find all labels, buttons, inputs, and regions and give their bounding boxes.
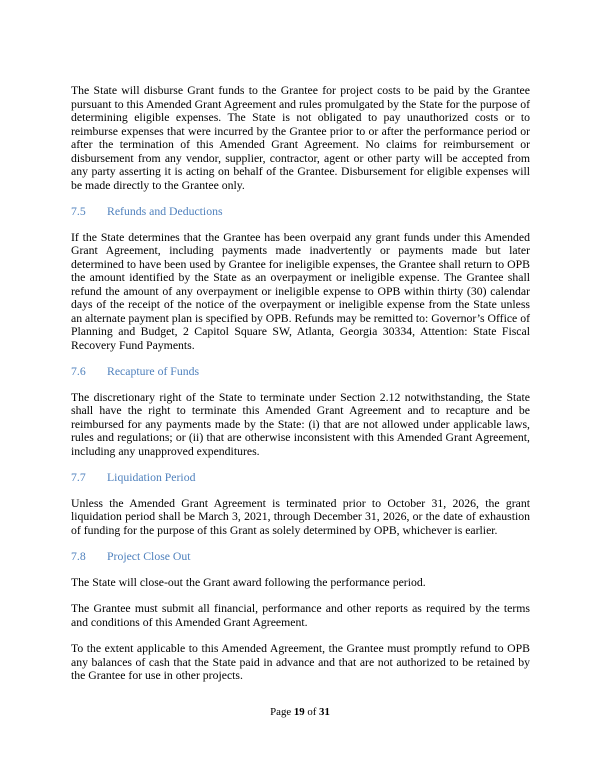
section-number: 7.7 [71, 471, 86, 484]
section-title: Refunds and Deductions [107, 205, 223, 218]
paragraph-disbursement: The State will disburse Grant funds to the Grantee for project costs to be paid by the Grantee pursuant to this Amended Grant Agreement and rules promulgated by the State for the purpose of determining eligible expenses. The State is not obligated to pay unauthorized costs or to reimburse expenses that were incurred by the Grantee prior to or after the performance period or after the termination of this Amended Grant Agreement. No claims for reimbursement or disbursement from any vendor, supplier, contractor, agent or other party will be accepted from any party asserting it is acting on behalf of the Grantee. Disbursement for eligible expenses will be made directly to the Grantee only. [71, 84, 530, 192]
footer-of-label: of [307, 706, 317, 718]
section-number: 7.6 [71, 365, 86, 378]
section-number: 7.8 [71, 550, 86, 563]
section-heading-7-7 [71, 471, 530, 485]
paragraph-closeout-3: To the extent applicable to this Amended Agreement, the Grantee must promptly refund to OPB any balances of cash that the State paid in advance and that are not authorized to be retained by the Grantee for use in other projects. [71, 642, 530, 682]
section-title: Project Close Out [107, 550, 191, 563]
section-heading-7-6 [71, 365, 530, 379]
section-heading-7-8 [71, 550, 530, 564]
paragraph-liquidation: Unless the Amended Grant Agreement is terminated prior to October 31, 2026, the grant liquidation period shall be March 3, 2021, through December 31, 2026, or the date of exhaustion of funding for the purpose of this Grant as solely determined by OPB, whichever is earlier. [71, 496, 530, 537]
paragraph-closeout-2: The Grantee must submit all financial, performance and other reports as required by the terms and conditions of this Amended Grant Agreement. [71, 602, 530, 629]
page-footer [0, 706, 600, 719]
footer-page-number: 19 [293, 706, 305, 718]
paragraph-closeout-1: The State will close-out the Grant award following the performance period. [71, 575, 426, 589]
section-number: 7.5 [71, 205, 86, 218]
section-title: Recapture of Funds [107, 365, 200, 378]
footer-page-label: Page [270, 706, 292, 718]
section-heading-7-5 [71, 205, 530, 219]
paragraph-refunds: If the State determines that the Grantee has been overpaid any grant funds under this Amended Grant Agreement, including payments made inadvertently or payments made but later determined to have been used by Grantee for ineligible expenses, the Grantee shall return to OPB the amount identified by the State as an overpayment or ineligible expense. The Grantee shall refund the amount of any overpayment or ineligible expense to OPB within thirty (30) calendar days of the receipt of the notice of the overpayment or ineligible expense from the State unless an alternate payment plan is specified by OPB. Refunds may be remitted to: Governor’s Office of Planning and Budget, 2 Capitol Square SW, Atlanta, Georgia 30334, Attention: State Fiscal Recovery Fund Payments. [71, 230, 530, 352]
document-content [71, 84, 530, 683]
section-title: Liquidation Period [107, 471, 196, 484]
footer-total-pages: 31 [319, 706, 330, 718]
paragraph-recapture: The discretionary right of the State to terminate under Section 2.12 notwithstanding, the State shall have the right to terminate this Amended Grant Agreement and to recapture and be reimbursed for any payments made by the State: (i) that are not allowed under applicable laws, rules and regulations; or (ii) that are otherwise inconsistent with this Amended Grant Agreement, including any unapproved expenditures. [71, 390, 530, 458]
